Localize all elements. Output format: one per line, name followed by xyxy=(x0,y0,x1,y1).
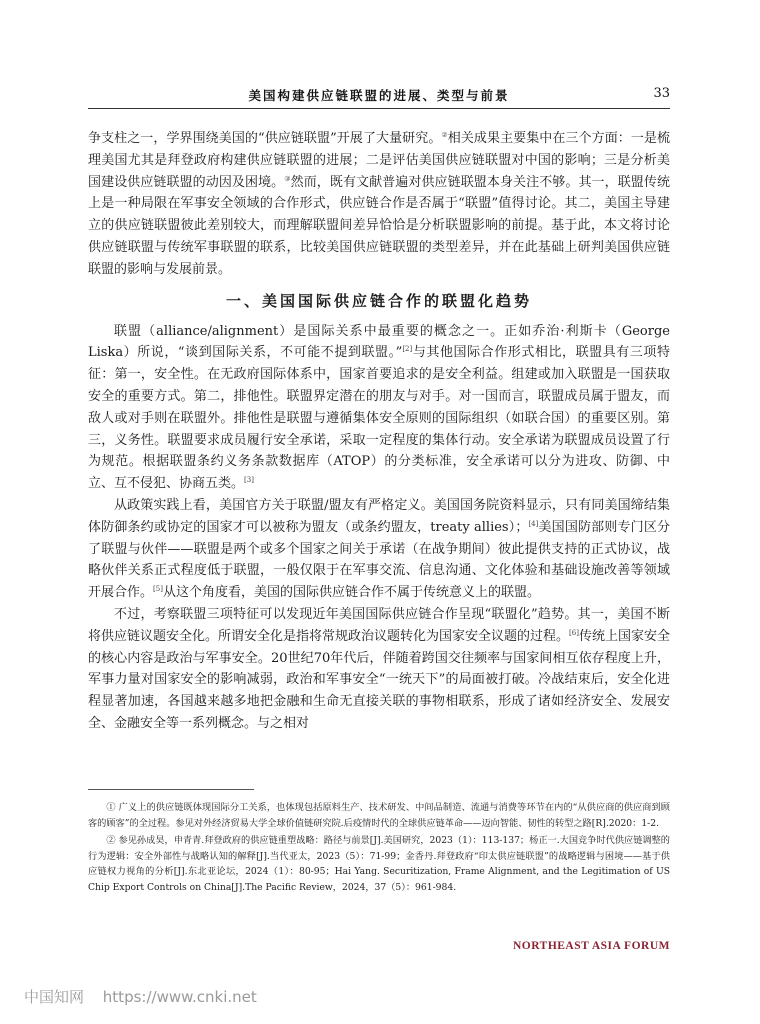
watermark-url[interactable]: https://www.cnki.net xyxy=(102,988,257,1006)
footnote-ref[interactable]: ② xyxy=(441,131,448,139)
citation-ref[interactable]: [2] xyxy=(402,345,413,354)
cnki-watermark xyxy=(24,986,257,1007)
paragraph-alliance-trend: 不过，考察联盟三项特征可以发现近年美国国际供应链合作呈现“联盟化”趋势。其一，美国不断将供应链议题安全化。所谓安全化是指将常规政治议题转化为国家安全议题的过程。[6]传统上国家安全的核心内容是政治与军事安全。20世纪70年代后，伴随着跨国交往频率与国家间相互依存程度上升，军事力量对国家安全的影响减弱，政治和军事安全“一统天下”的局面被打破。冷战结束后，安全化进程显著加速，各国越来越多地把金融和生命无直接关联的事物相联系，形成了诸如经济安全、发展安全、金融安全等一系列概念。与之相对 xyxy=(88,606,670,731)
watermark-brand: 中国知网 xyxy=(24,988,85,1006)
section-heading: 一、美国国际供应链合作的联盟化趋势 xyxy=(225,291,532,310)
citation-ref[interactable]: [6] xyxy=(569,628,579,637)
footnote-1: ① 广义上的供应链既体现国际分工关系，也体现包括原料生产、技术研发、中间品制造、流通与消费等环节在内的“从供应商的供应商到顾客的顾客”的全过程。参见对外经济贸易大学全球价值链研究院.后疫情时代的全球供应链革命——迈向智能、韧性的转型之路[R].2020：1-2. xyxy=(88,802,670,829)
paragraph-intro-continued: 争支柱之一，学界围绕美国的“供应链联盟”开展了大量研究。②相关成果主要集中在三个方面：一是梳理美国尤其是拜登政府构建供应链联盟的进展；二是评估美国供应链联盟对中国的影响；三是分析美国建设供应链联盟的动因及困境。③然而，既有文献普遍对供应链联盟本身关注不够。其一，联盟传统上是一种局限在军事安全领域的合作形式，供应链合作是否属于“联盟”值得讨论。其二，美国主导建立的供应链联盟彼此差别较大，而理解联盟间差异恰恰是分析联盟影响的前提。基于此，本文将讨论供应链联盟与传统军事联盟的联系，比较美国供应链联盟的类型差异，并在此基础上研判美国供应链联盟的影响与发展前景。 xyxy=(88,131,670,277)
footnote-ref[interactable]: ③ xyxy=(284,174,291,183)
header-divider xyxy=(88,108,670,109)
footnote-2: ② 参见孙成昊，申青青.拜登政府的供应链重塑战略：路径与前景[J].美国研究，2023（1）：113-137；杨正一.大国竞争时代供应链调整的行为逻辑：安全外部性与战略认知的解释[J].当代亚太，2023（5）：71-99；金香丹.拜登政府“印太供应链联盟”的战略逻辑与困境——基于供应链权力视角的分析[J].东北亚论坛，2024（1）：80-95；Hai Yang. Securitization, Frame Alignment, and the Legitimation of US Chip Export Controls on China[J].The Pacific Review，2024，37（5）：961-984. xyxy=(88,835,670,893)
paragraph-alliance-definition: 联盟（alliance/alignment）是国际关系中最重要的概念之一。正如乔治·利斯卡（George Liska）所说，“谈到国际关系，不可能不提到联盟。”[2]与其他国际合作形式相比，联盟具有三项特征：第一，安全性。在无政府国际体系中，国家首要追求的是安全利益。组建或加入联盟是一国获取安全的重要方式。第二，排他性。联盟界定潜在的朋友与对手。对一国而言，联盟成员属于盟友，而敌人或对手则在联盟外。排他性是联盟与遵循集体安全原则的国际组织（如联合国）的重要区别。第三，义务性。联盟要求成员履行安全承诺，采取一定程度的集体行动。安全承诺为联盟成员设置了行为规范。根据联盟条约义务条款数据库（ATOP）的分类标准，安全承诺可以分为进攻、防御、中立、互不侵犯、协商五类。[3] xyxy=(88,323,670,492)
article-body xyxy=(88,128,670,735)
footnote-divider xyxy=(88,789,254,790)
citation-ref[interactable]: [3] xyxy=(244,476,254,485)
journal-name: NORTHEAST ASIA FORUM xyxy=(513,940,670,952)
footnotes xyxy=(88,800,670,898)
citation-ref[interactable]: [5] xyxy=(153,585,163,594)
running-header xyxy=(88,84,670,106)
running-header-title: 美国构建供应链联盟的进展、类型与前景 xyxy=(248,88,510,103)
citation-ref[interactable]: [4] xyxy=(528,519,539,528)
page-number: 33 xyxy=(653,86,670,101)
paragraph-policy-practice: 从政策实践上看，美国官方关于联盟/盟友有严格定义。美国国务院资料显示，只有同美国缔结集体防御条约或协定的国家才可以被称为盟友（或条约盟友，treaty allies）；[4]美国国防部则专门区分了联盟与伙伴——联盟是两个或多个国家之间关于承诺（在战争期间）彼此提供支持的正式协议，战略伙伴关系正式程度低于联盟，一般仅限于在军事交流、信息沟通、文化体验和基础设施改善等领域开展合作。[5]从这个角度看，美国的国际供应链合作不属于传统意义上的联盟。 xyxy=(88,497,670,601)
